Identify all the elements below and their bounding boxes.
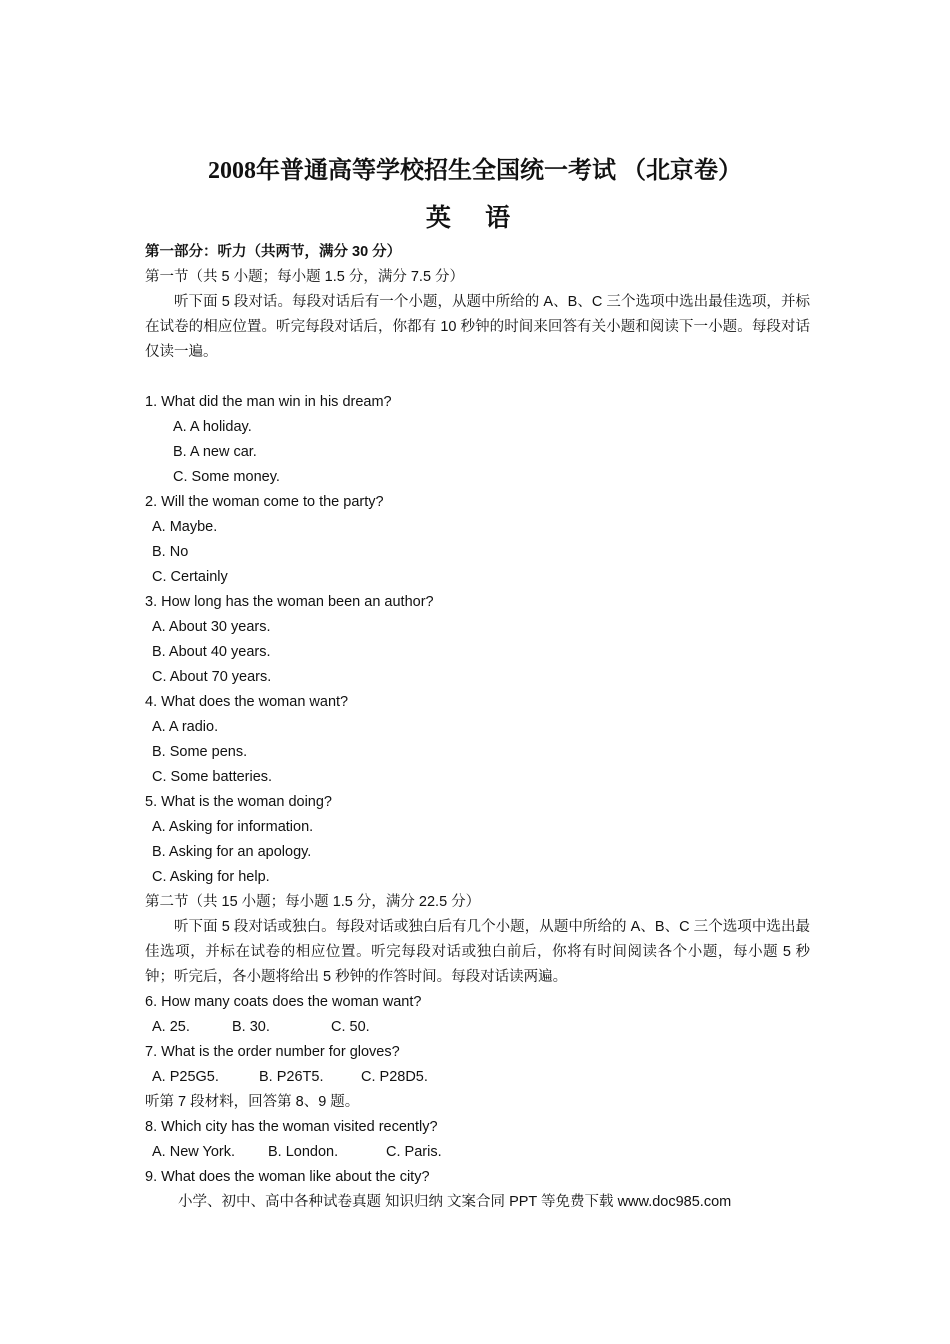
options-row [145, 1015, 810, 1040]
section2-heading: 第二节（共 15 小题；每小题 1.5 分，满分 22.5 分） [145, 894, 481, 910]
material-note: 听第 7 段材料，回答第 8、9 题。 [145, 1094, 360, 1110]
section1-heading: 第一节（共 5 小题；每小题 1.5 分，满分 7.5 分） [145, 269, 465, 285]
option: B. P26T5. [259, 1069, 324, 1085]
question-9: 9. What does the woman like about the city? [145, 1169, 430, 1185]
option: C. Certainly [152, 569, 228, 585]
spacer [145, 365, 810, 390]
question-7: 7. What is the order number for gloves? [145, 1044, 400, 1060]
section1-instructions: 听下面 5 段对话。每段对话后有一个小题，从题中所给的 A、B、C 三个选项中选出最佳选项，并标在试卷的相应位置。听完每段对话后，你都有 10 秒钟的时间来回答有关小题和阅读下一小题。每段对话仅读一遍。 [145, 294, 810, 360]
option: C. Some money. [173, 469, 280, 485]
question-8: 8. Which city has the woman visited recently? [145, 1119, 438, 1135]
exam-subject: 英 语 [425, 205, 525, 232]
question-2: 2. Will the woman come to the party? [145, 494, 384, 510]
option: A. A holiday. [173, 419, 252, 435]
option: A. New York. [152, 1144, 236, 1160]
question-3: 3. How long has the woman been an author? [145, 594, 434, 610]
option: B. No [152, 544, 189, 560]
question-5: 5. What is the woman doing? [145, 794, 332, 810]
option: A. P25G5. [152, 1069, 219, 1085]
exam-title: 2008年普通高等学校招生全国统一考试 （北京卷） [208, 158, 742, 184]
option: A. 25. [152, 1019, 190, 1035]
option: A. About 30 years. [152, 619, 271, 635]
option: B. Some pens. [152, 744, 248, 760]
footer-text: 小学、初中、高中各种试卷真题 知识归纳 文案合同 PPT 等免费下载 www.doc985.com [178, 1194, 732, 1210]
option: C. 50. [331, 1019, 370, 1035]
question-6: 6. How many coats does the woman want? [145, 994, 422, 1010]
question-4: 4. What does the woman want? [145, 694, 349, 710]
option: A. Maybe. [152, 519, 218, 535]
option: C. Paris. [386, 1144, 442, 1160]
option: C. Asking for help. [152, 869, 270, 885]
option: C. P28D5. [361, 1069, 428, 1085]
option: B. About 40 years. [152, 644, 271, 660]
option: C. About 70 years. [152, 669, 272, 685]
part1-heading: 第一部分：听力（共两节，满分 30 分） [145, 244, 402, 260]
option: B. 30. [232, 1019, 270, 1035]
option: A. A radio. [152, 719, 219, 735]
section2-instructions: 听下面 5 段对话或独白。每段对话或独白后有几个小题，从题中所给的 A、B、C 三个选项中选出最佳选项，并标在试卷的相应位置。听完每段对话或独白前后，你将有时间阅读各个小题，每小题 5 秒钟；听完后，各小题将给出 5 秒钟的作答时间。每段对话读两遍。 [145, 919, 810, 985]
options-row [145, 1065, 810, 1090]
option: B. A new car. [173, 444, 257, 460]
option: B. London. [268, 1144, 339, 1160]
question-1: 1. What did the man win in his dream? [145, 394, 392, 410]
options-row [145, 1140, 810, 1165]
option: C. Some batteries. [152, 769, 273, 785]
exam-content [145, 240, 810, 1190]
option: A. Asking for information. [152, 819, 314, 835]
option: B. Asking for an apology. [152, 844, 312, 860]
